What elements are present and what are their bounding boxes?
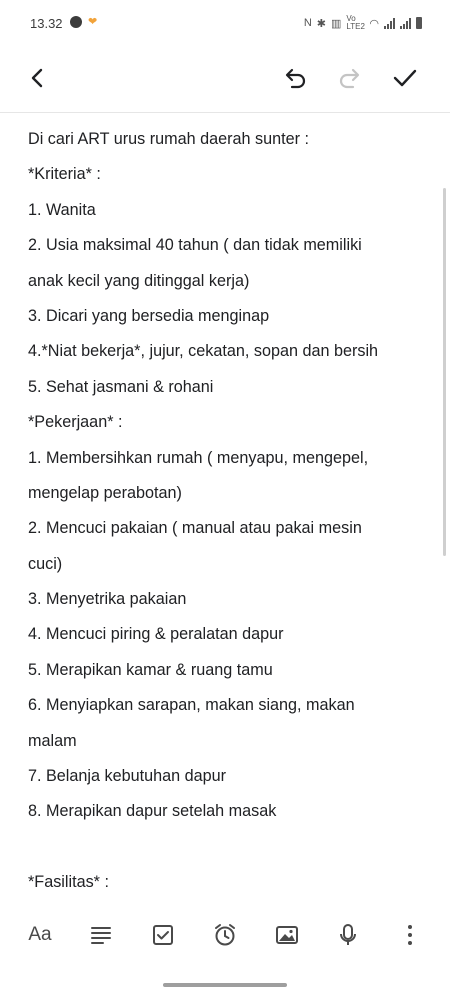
note-line: anak kecil yang ditinggal kerja): [28, 271, 250, 290]
note-line: 1. Membersihkan rumah ( menyapu, mengepel,: [28, 448, 369, 467]
more-vert-icon: [398, 923, 422, 947]
chat-notification-icon: [70, 16, 82, 28]
note-line: *Pekerjaan* :: [28, 413, 123, 432]
vibrate-icon: ▥: [330, 17, 342, 30]
checkbox-icon: [151, 923, 175, 947]
battery-icon: [416, 17, 422, 29]
checklist-button[interactable]: [145, 917, 181, 953]
reminder-button[interactable]: [207, 917, 243, 953]
text-format-button[interactable]: [22, 917, 58, 953]
redo-icon: [337, 65, 363, 91]
undo-icon: [282, 65, 308, 91]
note-line: 4.*Niat bekerja*, jujur, cekatan, sopan dan bersih: [28, 342, 379, 361]
note-line: mengelap perabotan): [28, 483, 182, 502]
blank-line: [28, 830, 428, 865]
reminder-icon: [212, 922, 238, 948]
gesture-nav-handle[interactable]: [163, 983, 287, 987]
note-line: 1. Wanita: [28, 200, 96, 219]
notification-icons: [70, 16, 97, 28]
redo-button[interactable]: [332, 60, 368, 96]
back-button[interactable]: [20, 60, 56, 96]
note-line: 3. Menyetrika pakaian: [28, 590, 187, 609]
note-line: 5. Sehat jasmani & rohani: [28, 377, 214, 396]
network-label: Vo LTE2: [346, 14, 365, 31]
note-line: 2. Usia maksimal 40 tahun ( dan tidak memiliki: [28, 236, 362, 255]
editor-toolbar: [0, 52, 450, 104]
text-format-icon: Aa: [28, 924, 52, 945]
note-line: *Kriteria* :: [28, 165, 101, 184]
voice-button[interactable]: [330, 917, 366, 953]
paragraph-icon: [89, 923, 113, 947]
check-icon: [392, 65, 418, 91]
note-line: malam: [28, 731, 77, 750]
note-line: 6. Menyiapkan sarapan, makan siang, makan: [28, 696, 355, 715]
wifi-icon: ◠: [369, 17, 379, 30]
image-button[interactable]: [269, 917, 305, 953]
undo-button[interactable]: [277, 60, 313, 96]
more-options-button[interactable]: [392, 917, 428, 953]
save-button[interactable]: [387, 60, 423, 96]
note-line: *Fasilitas* :: [28, 873, 109, 892]
paragraph-button[interactable]: [83, 917, 119, 953]
note-line: 3. Dicari yang bersedia menginap: [28, 306, 270, 325]
heart-notification-icon: ❤: [88, 16, 98, 28]
note-line: 8. Merapikan dapur setelah masak: [28, 802, 277, 821]
note-line: Di cari ART urus rumah daerah sunter :: [28, 130, 310, 148]
note-line: cuci): [28, 554, 63, 573]
scrollbar[interactable]: [443, 188, 446, 556]
status-icons: [304, 15, 422, 31]
signal-2-icon: [400, 18, 411, 29]
bluetooth-icon: ✱: [316, 17, 326, 30]
image-icon: [275, 923, 299, 947]
note-line: 7. Belanja kebutuhan dapur: [28, 767, 227, 786]
status-bar: [0, 0, 450, 46]
note-line: 4. Mencuci piring & peralatan dapur: [28, 625, 284, 644]
note-line: 5. Merapikan kamar & ruang tamu: [28, 660, 273, 679]
note-body[interactable]: [28, 122, 428, 901]
signal-1-icon: [384, 18, 395, 29]
note-line: 2. Mencuci pakaian ( manual atau pakai mesin: [28, 519, 362, 538]
back-arrow-icon: [27, 67, 49, 89]
bottom-toolbar: [0, 905, 450, 967]
nfc-icon: N: [303, 17, 312, 29]
status-time: 13.32: [30, 16, 63, 31]
toolbar-divider: [0, 112, 450, 113]
mic-icon: [336, 923, 360, 947]
